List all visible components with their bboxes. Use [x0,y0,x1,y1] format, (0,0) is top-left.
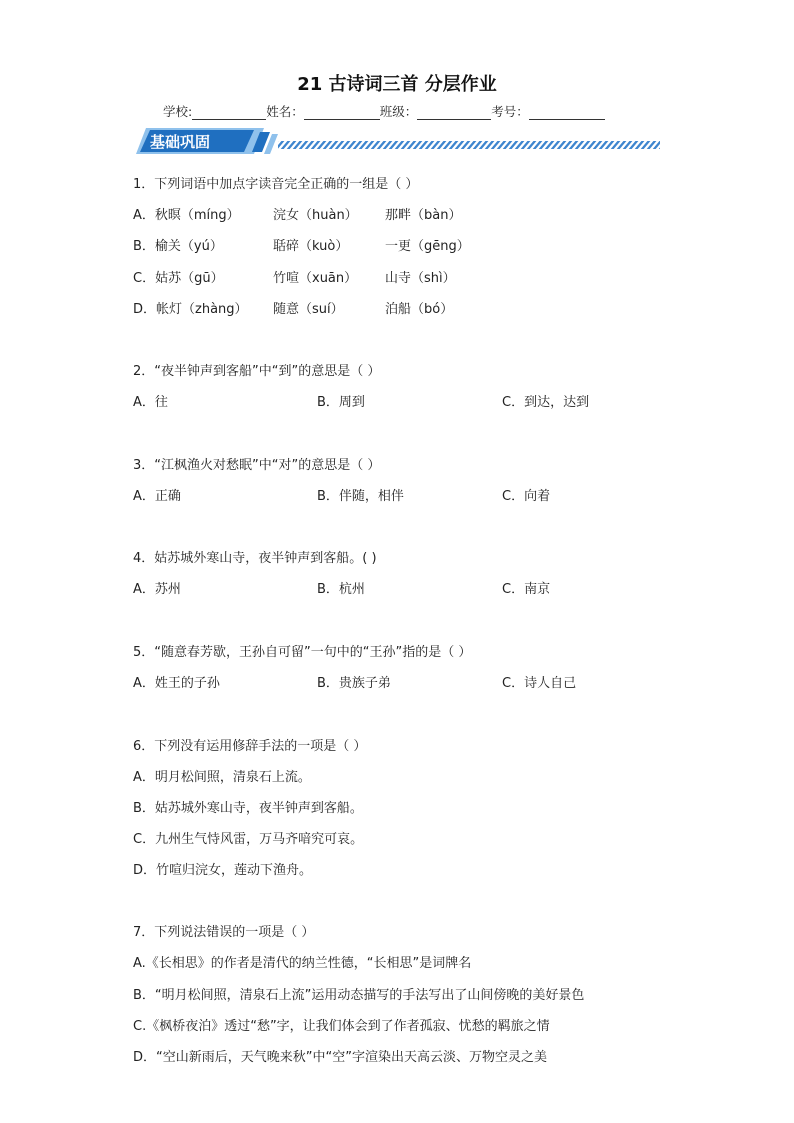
question-1-stem: 1．下列词语中加点字读音完全正确的一组是（ ） [133,177,419,192]
section-title: 基础巩固 [150,133,211,151]
school-blank [192,105,266,120]
q3-option-c: C．向着 [502,489,551,504]
question-7-stem: 7．下列说法错误的一项是（ ） [133,925,315,940]
question-5-stem: 5．“随意春芳歇，王孙自可留”一句中的“王孙”指的是（ ） [133,645,472,660]
q3-option-a: A．正确 [133,489,181,504]
question-2-stem: 2．“夜半钟声到客船”中“到”的意思是（ ） [133,364,381,379]
q2-option-c: C．到达，达到 [502,395,590,410]
q1-row-c-col-1: C．姑苏（gū） [133,271,224,286]
q6-option-d: D．竹喧归浣女，莲动下渔舟。 [133,863,313,878]
q7-option-c: C.《枫桥夜泊》透过“愁”字，让我们体会到了作者孤寂、忧愁的羁旅之情 [133,1019,550,1034]
q5-option-b: B．贵族子弟 [317,676,391,691]
q1-row-b-col-1: B．榆关（yú） [133,239,223,254]
name-blank [304,105,380,120]
q1-row-b-col-3: 一更（gēng） [385,239,470,254]
q1-row-a-col-3: 那畔（bàn） [385,208,462,223]
q7-option-d: D．“空山新雨后，天气晚来秋”中“空”字渲染出天高云淡、万物空灵之美 [133,1050,547,1065]
q6-option-a: A．明月松间照，清泉石上流。 [133,770,311,785]
q4-option-c: C．南京 [502,582,551,597]
q1-row-c-col-3: 山寺（shì） [385,271,456,286]
q1-row-a-col-1: A．秋暝（míng） [133,208,240,223]
q5-option-c: C．诗人自己 [502,676,577,691]
q2-option-a: A．往 [133,395,168,410]
class-blank [417,105,491,120]
q6-option-b: B．姑苏城外寒山寺，夜半钟声到客船。 [133,801,363,816]
exam-no-blank [529,105,605,120]
q4-option-b: B．杭州 [317,582,365,597]
q1-row-c-col-2: 竹喧（xuān） [273,271,358,286]
exam-no-label: 考号： [491,104,529,119]
q3-option-b: B．伴随，相伴 [317,489,404,504]
question-4-stem: 4．姑苏城外寒山寺，夜半钟声到客船。( ) [133,551,377,566]
name-label: 姓名： [266,104,304,119]
q4-option-a: A．苏州 [133,582,181,597]
q1-row-d-col-2: 随意（suí） [273,302,344,317]
question-3-stem: 3．“江枫渔火对愁眠”中“对”的意思是（ ） [133,458,381,473]
q5-option-a: A．姓王的子孙 [133,676,220,691]
q1-row-b-col-2: 聒碎（kuò） [273,239,349,254]
class-label: 班级： [379,104,418,119]
q2-option-b: B．周到 [317,395,365,410]
q1-row-d-col-1: D．帐灯（zhàng） [133,302,248,317]
q1-row-d-col-3: 泊船（bó） [385,302,454,317]
school-label: 学校: [163,104,193,119]
student-info-line [163,102,605,120]
page-title: 21 古诗词三首 分层作业 [297,74,497,95]
q1-row-a-col-2: 浣女（huàn） [273,208,358,223]
q6-option-c: C．九州生气恃风雷，万马齐喑究可哀。 [133,832,364,847]
q7-option-b: B．“明月松间照，清泉石上流”运用动态描写的手法写出了山间傍晚的美好景色 [133,988,585,1003]
q7-option-a: A.《长相思》的作者是清代的纳兰性德，“长相思”是词牌名 [133,956,472,971]
question-6-stem: 6．下列没有运用修辞手法的一项是（ ） [133,739,367,754]
section-banner [132,126,662,158]
